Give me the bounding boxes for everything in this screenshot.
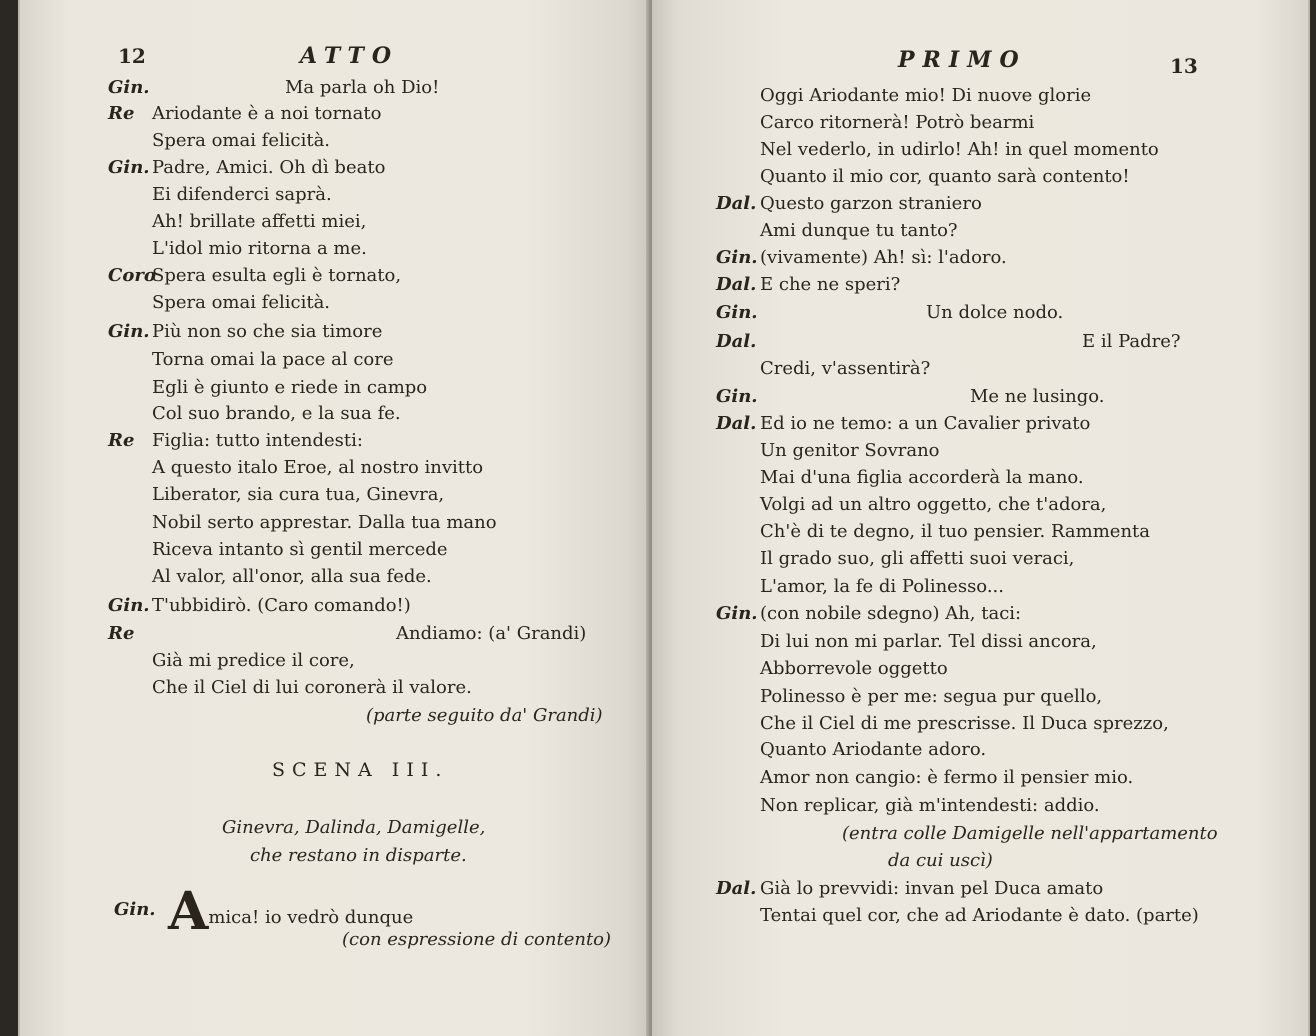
- verse-line: Ma parla oh Dio!: [285, 77, 440, 98]
- verse-line: Figlia: tutto intendesti:: [152, 430, 363, 451]
- verse-line: Nobil serto apprestar. Dalla tua mano: [152, 512, 497, 533]
- verse-line: Tentai quel cor, che ad Ariodante è dato. (parte): [760, 905, 1199, 926]
- verse-line: Amor non cangio: è fermo il pensier mio.: [760, 767, 1134, 788]
- verse-line: L'amor, la fe di Polinesso...: [760, 576, 1004, 597]
- verse-line: Un genitor Sovrano: [760, 440, 940, 461]
- verse-line: Il grado suo, gli affetti suoi veraci,: [760, 548, 1075, 569]
- speaker-label: Re: [108, 430, 135, 451]
- verse-line: Ei difenderci saprà.: [152, 184, 332, 205]
- speaker-label: Gin.: [716, 386, 758, 407]
- running-head: ATTO: [300, 43, 399, 69]
- verse-line: (con nobile sdegno) Ah, taci:: [760, 603, 1022, 624]
- speaker-label: Dal.: [716, 274, 757, 295]
- verse-line: Egli è giunto e riede in campo: [152, 377, 428, 398]
- speaker-label: Re: [108, 623, 135, 644]
- verse-line: Liberator, sia cura tua, Ginevra,: [152, 484, 445, 505]
- verse-line: (vivamente) Ah! sì: l'adoro.: [760, 247, 1007, 268]
- verse-line: E che ne speri?: [760, 274, 901, 295]
- scene-title: SCENA III.: [272, 759, 449, 781]
- verse-line: Non replicar, già m'intendesti: addio.: [760, 795, 1100, 816]
- verse-line: Spera omai felicità.: [152, 130, 331, 151]
- speaker-label: Gin.: [108, 595, 150, 616]
- verse-line: Torna omai la pace al core: [152, 349, 394, 370]
- verse-line: Questo garzon straniero: [760, 193, 982, 214]
- verse-line: Ch'è di te degno, il tuo pensier. Rammenta: [760, 521, 1151, 542]
- verse-line: Credi, v'assentirà?: [760, 358, 931, 379]
- verse-line: Oggi Ariodante mio! Di nuove glorie: [760, 85, 1092, 106]
- verse-line: Più non so che sia timore: [152, 321, 383, 342]
- verse-line: Andiamo: (a' Grandi): [396, 623, 587, 644]
- verse-line: L'idol mio ritorna a me.: [152, 238, 367, 259]
- verse-line: Me ne lusingo.: [970, 386, 1105, 407]
- speaker-label: Dal.: [716, 331, 757, 352]
- character-list: Ginevra, Dalinda, Damigelle,: [222, 817, 486, 838]
- speaker-label: Gin.: [108, 77, 150, 98]
- verse-line: Spera esulta egli è tornato,: [152, 265, 402, 286]
- verse-line: Carco ritornerà! Potrò bearmi: [760, 112, 1035, 133]
- verse-line: (parte seguito da' Grandi): [366, 705, 603, 726]
- speaker-label: Gin.: [716, 603, 758, 624]
- verse-line: E il Padre?: [1082, 331, 1181, 352]
- character-list: che restano in disparte.: [250, 845, 467, 866]
- verse-line: Riceva intanto sì gentil mercede: [152, 539, 448, 560]
- drop-cap: A: [168, 881, 209, 942]
- verse-line: Che il Ciel di me prescrisse. Il Duca sprezzo,: [760, 713, 1169, 734]
- verse-line: Col suo brando, e la sua fe.: [152, 403, 401, 424]
- verse-line: Al valor, all'onor, alla sua fede.: [152, 566, 432, 587]
- verse-line: Quanto il mio cor, quanto sarà contento!: [760, 166, 1130, 187]
- verse-line: Ariodante è a noi tornato: [152, 103, 382, 124]
- verse-line: Già mi predice il core,: [152, 650, 355, 671]
- verse-line: T'ubbidirò. (Caro comando!): [152, 595, 411, 616]
- speaker-label: Coro: [108, 265, 156, 286]
- speaker-label: Gin.: [716, 247, 758, 268]
- verse-line: Un dolce nodo.: [926, 302, 1064, 323]
- verse-line: da cui uscì): [888, 850, 993, 871]
- verse-line: Abborrevole oggetto: [760, 658, 948, 679]
- verse-line: Già lo prevvidi: invan pel Duca amato: [760, 878, 1104, 899]
- verse-line: Che il Ciel di lui coronerà il valore.: [152, 677, 472, 698]
- verse-line: Padre, Amici. Oh dì beato: [152, 157, 386, 178]
- speaker-label: Gin.: [108, 157, 150, 178]
- speaker-label: Re: [108, 103, 135, 124]
- speaker-label: Dal.: [716, 193, 757, 214]
- page-number: 12: [118, 44, 146, 68]
- speaker-label: Gin.: [114, 899, 156, 920]
- verse-line: (entra colle Damigelle nell'appartamento: [842, 823, 1218, 844]
- speaker-label: Gin.: [716, 302, 758, 323]
- verse-line: Ah! brillate affetti miei,: [152, 211, 367, 232]
- running-head: PRIMO: [898, 47, 1027, 73]
- page-number: 13: [1170, 54, 1198, 78]
- verse-line: Ed io ne temo: a un Cavalier privato: [760, 413, 1091, 434]
- verse-line: A questo italo Eroe, al nostro invitto: [152, 457, 484, 478]
- verse-line: Polinesso è per me: segua pur quello,: [760, 686, 1103, 707]
- speaker-label: Dal.: [716, 413, 757, 434]
- verse-line: Ami dunque tu tanto?: [760, 220, 958, 241]
- verse-line: Mai d'una figlia accorderà la mano.: [760, 467, 1084, 488]
- stage-direction: (con espressione di contento): [342, 929, 612, 950]
- verse-line: Di lui non mi parlar. Tel dissi ancora,: [760, 631, 1097, 652]
- speaker-label: Dal.: [716, 878, 757, 899]
- verse-line: Volgi ad un altro oggetto, che t'adora,: [760, 494, 1107, 515]
- verse-line: Quanto Ariodante adoro.: [760, 739, 987, 760]
- speaker-label: Gin.: [108, 321, 150, 342]
- verse-line: Nel vederlo, in udirlo! Ah! in quel momento: [760, 139, 1159, 160]
- verse-line: Spera omai felicità.: [152, 292, 331, 313]
- verse-text: mica! io vedrò dunque: [208, 907, 414, 928]
